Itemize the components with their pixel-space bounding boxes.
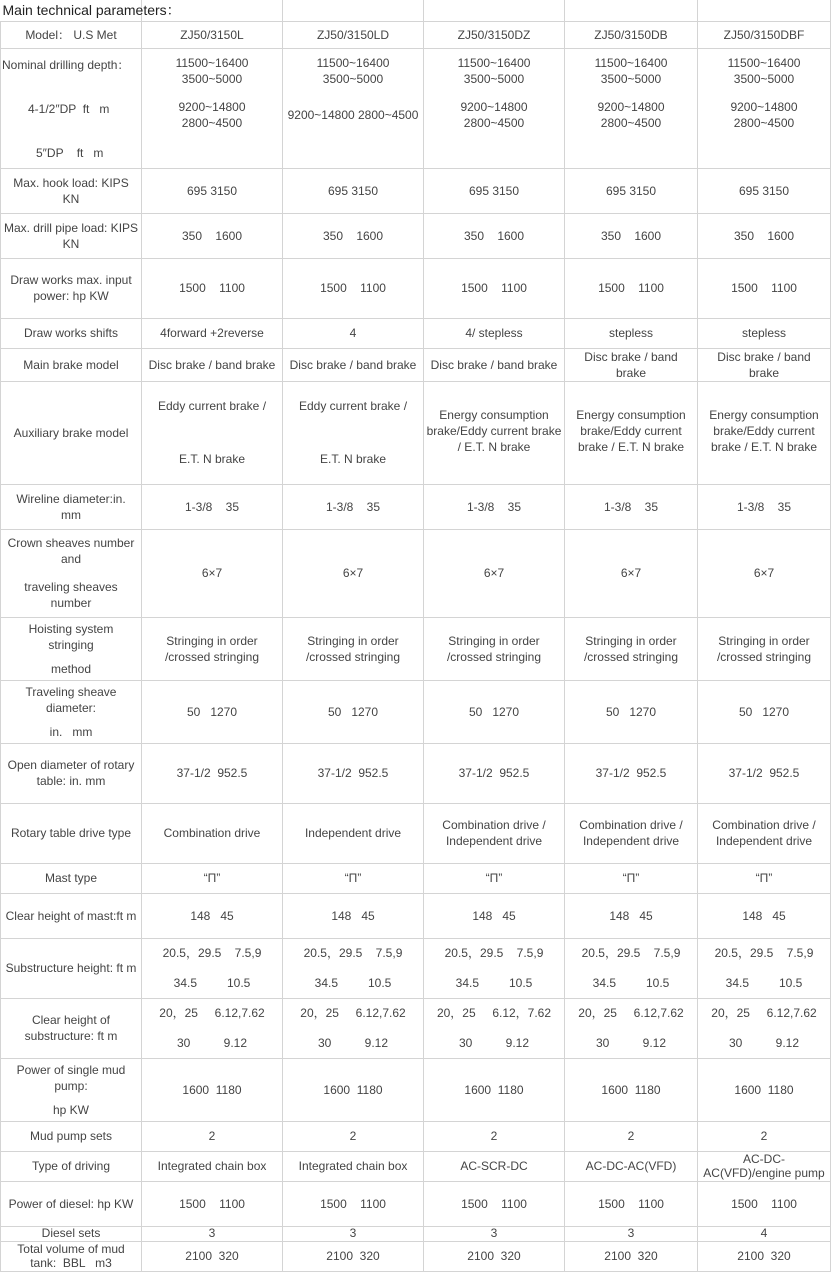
auxiliary-brake-cell: Energy consumption brake/Eddy current brake / E.T. N brake — [698, 381, 831, 484]
substructure-height-cell: 20.5，29.5 7.5,9 34.5 10.5 — [565, 938, 698, 998]
draw-works-shifts-label: Draw works shifts — [1, 318, 142, 348]
mud-pump-sets-cell: 2 — [698, 1121, 831, 1151]
wireline-cell: 1-3/8 35 — [142, 484, 283, 529]
model-name: ZJ50/3150LD — [283, 21, 424, 48]
open-diameter-label: Open diameter of rotary table: in. mm — [1, 743, 142, 803]
draw-works-power-cell: 1500 1100 — [424, 258, 565, 318]
mud-tank-cell: 2100 320 — [424, 1241, 565, 1271]
drill-pipe-load-label: Max. drill pipe load: KIPS KN — [1, 213, 142, 258]
draw-works-shifts-row — [1, 318, 831, 348]
hoisting-cell: Stringing in order /crossed stringing — [142, 617, 283, 680]
draw-works-power-row — [1, 258, 831, 318]
driving-type-row — [1, 1151, 831, 1181]
mud-pump-sets-label: Mud pump sets — [1, 1121, 142, 1151]
main-brake-cell: Disc brake / band brake — [142, 348, 283, 381]
rotary-drive-cell: Combination drive / Independent drive — [565, 803, 698, 863]
mast-type-cell: “Π” — [565, 863, 698, 893]
mast-type-cell: “Π” — [142, 863, 283, 893]
mud-pump-power-cell: 1600 1180 — [698, 1058, 831, 1121]
draw-works-shifts-cell: 4/ stepless — [424, 318, 565, 348]
main-brake-label: Main brake model — [1, 348, 142, 381]
mast-type-cell: “Π” — [424, 863, 565, 893]
model-name: ZJ50/3150L — [142, 21, 283, 48]
diesel-power-cell: 1500 1100 — [283, 1181, 424, 1226]
mud-pump-power-row — [1, 1058, 831, 1121]
substructure-clear-cell: 20，25 6.12,7.62 30 9.12 — [698, 998, 831, 1058]
hook-load-cell: 695 3150 — [698, 168, 831, 213]
sheaves-cell: 6×7 — [142, 529, 283, 617]
hook-load-cell: 695 3150 — [142, 168, 283, 213]
draw-works-shifts-cell: stepless — [698, 318, 831, 348]
draw-works-power-label: Draw works max. input power: hp KW — [1, 258, 142, 318]
substructure-clear-cell: 20，25 6.12,7.62 30 9.12 — [283, 998, 424, 1058]
hook-load-cell: 695 3150 — [424, 168, 565, 213]
drilling-depth-row — [1, 48, 831, 168]
mast-height-cell: 148 45 — [565, 893, 698, 938]
wireline-row — [1, 484, 831, 529]
auxiliary-brake-row — [1, 381, 831, 484]
mast-height-row — [1, 893, 831, 938]
traveling-sheave-row — [1, 680, 831, 743]
open-diameter-cell: 37-1/2 952.5 — [283, 743, 424, 803]
diesel-sets-cell: 3 — [283, 1226, 424, 1241]
mast-type-row — [1, 863, 831, 893]
mast-height-label: Clear height of mast:ft m — [1, 893, 142, 938]
mud-pump-sets-cell: 2 — [283, 1121, 424, 1151]
sheaves-label: Crown sheaves number and traveling sheaves number — [1, 529, 142, 617]
hoisting-cell: Stringing in order /crossed stringing — [424, 617, 565, 680]
open-diameter-cell: 37-1/2 952.5 — [142, 743, 283, 803]
hoisting-label: Hoisting system stringing method — [1, 617, 142, 680]
hook-load-label: Max. hook load: KIPS KN — [1, 168, 142, 213]
mast-type-cell: “Π” — [283, 863, 424, 893]
diesel-sets-row — [1, 1226, 831, 1241]
model-label: Model： U.S Met — [1, 21, 142, 48]
diesel-power-cell: 1500 1100 — [565, 1181, 698, 1226]
draw-works-shifts-cell: 4 — [283, 318, 424, 348]
mast-type-cell: “Π” — [698, 863, 831, 893]
traveling-sheave-cell: 50 1270 — [565, 680, 698, 743]
substructure-height-cell: 20.5，29.5 7.5,9 34.5 10.5 — [142, 938, 283, 998]
diesel-sets-cell: 3 — [424, 1226, 565, 1241]
traveling-sheave-cell: 50 1270 — [142, 680, 283, 743]
auxiliary-brake-label: Auxiliary brake model — [1, 381, 142, 484]
diesel-power-row — [1, 1181, 831, 1226]
mast-height-cell: 148 45 — [698, 893, 831, 938]
draw-works-power-cell: 1500 1100 — [698, 258, 831, 318]
main-brake-cell: Disc brake / band brake — [283, 348, 424, 381]
hook-load-cell: 695 3150 — [283, 168, 424, 213]
wireline-cell: 1-3/8 35 — [565, 484, 698, 529]
heading-row — [1, 0, 831, 21]
draw-works-power-cell: 1500 1100 — [565, 258, 698, 318]
drilling-depth-cell: 11500~16400 3500~5000 9200~14800 2800~4500 — [424, 48, 565, 168]
drilling-depth-label: Nominal drilling depth： 4-1/2″DP ft m 5″DP ft m — [1, 48, 142, 168]
main-brake-cell: Disc brake / band brake — [565, 348, 698, 381]
substructure-clear-label: Clear height of substructure: ft m — [1, 998, 142, 1058]
diesel-power-label: Power of diesel: hp KW — [1, 1181, 142, 1226]
auxiliary-brake-cell: Energy consumption brake/Eddy current brake / E.T. N brake — [424, 381, 565, 484]
model-row — [1, 21, 831, 48]
diesel-sets-cell: 3 — [565, 1226, 698, 1241]
sheaves-row — [1, 529, 831, 617]
hoisting-cell: Stringing in order /crossed stringing — [283, 617, 424, 680]
wireline-label: Wireline diameter:in. mm — [1, 484, 142, 529]
mud-pump-sets-cell: 2 — [142, 1121, 283, 1151]
draw-works-shifts-cell: 4forward +2reverse — [142, 318, 283, 348]
model-name: ZJ50/3150DZ — [424, 21, 565, 48]
draw-works-shifts-cell: stepless — [565, 318, 698, 348]
driving-type-cell: AC-DC- AC(VFD)/engine pump — [698, 1151, 831, 1181]
drill-pipe-load-cell: 350 1600 — [565, 213, 698, 258]
mast-height-cell: 148 45 — [283, 893, 424, 938]
diesel-sets-cell: 3 — [142, 1226, 283, 1241]
diesel-power-cell: 1500 1100 — [142, 1181, 283, 1226]
mud-pump-sets-row — [1, 1121, 831, 1151]
driving-type-cell: Integrated chain box — [142, 1151, 283, 1181]
substructure-clear-row — [1, 998, 831, 1058]
traveling-sheave-label: Traveling sheave diameter: in. mm — [1, 680, 142, 743]
traveling-sheave-cell: 50 1270 — [424, 680, 565, 743]
drilling-depth-cell: 11500~16400 3500~5000 9200~14800 2800~4500 — [565, 48, 698, 168]
drilling-depth-cell: 11500~16400 3500~5000 9200~14800 2800~4500 — [142, 48, 283, 168]
open-diameter-cell: 37-1/2 952.5 — [565, 743, 698, 803]
hoisting-cell: Stringing in order /crossed stringing — [565, 617, 698, 680]
diesel-sets-cell: 4 — [698, 1226, 831, 1241]
rotary-drive-cell: Independent drive — [283, 803, 424, 863]
mud-tank-cell: 2100 320 — [283, 1241, 424, 1271]
hook-load-row — [1, 168, 831, 213]
wireline-cell: 1-3/8 35 — [698, 484, 831, 529]
mud-pump-power-label: Power of single mud pump: hp KW — [1, 1058, 142, 1121]
mud-pump-power-cell: 1600 1180 — [283, 1058, 424, 1121]
open-diameter-cell: 37-1/2 952.5 — [698, 743, 831, 803]
model-name: ZJ50/3150DBF — [698, 21, 831, 48]
mud-tank-cell: 2100 320 — [142, 1241, 283, 1271]
page-title: Main technical parameters： — [1, 0, 142, 21]
sheaves-cell: 6×7 — [283, 529, 424, 617]
diesel-sets-label: Diesel sets — [1, 1226, 142, 1241]
mud-pump-power-cell: 1600 1180 — [424, 1058, 565, 1121]
draw-works-power-cell: 1500 1100 — [142, 258, 283, 318]
rotary-drive-cell: Combination drive — [142, 803, 283, 863]
mud-pump-power-cell: 1600 1180 — [565, 1058, 698, 1121]
hook-load-cell: 695 3150 — [565, 168, 698, 213]
traveling-sheave-cell: 50 1270 — [283, 680, 424, 743]
driving-type-cell: Integrated chain box — [283, 1151, 424, 1181]
rotary-drive-row — [1, 803, 831, 863]
rotary-drive-cell: Combination drive / Independent drive — [698, 803, 831, 863]
hoisting-cell: Stringing in order /crossed stringing — [698, 617, 831, 680]
mud-tank-cell: 2100 320 — [698, 1241, 831, 1271]
wireline-cell: 1-3/8 35 — [424, 484, 565, 529]
mast-height-cell: 148 45 — [142, 893, 283, 938]
substructure-clear-cell: 20，25 6.12，7.62 30 9.12 — [424, 998, 565, 1058]
auxiliary-brake-cell: Energy consumption brake/Eddy current brake / E.T. N brake — [565, 381, 698, 484]
main-brake-cell: Disc brake / band brake — [698, 348, 831, 381]
auxiliary-brake-cell: Eddy current brake / E.T. N brake — [283, 381, 424, 484]
traveling-sheave-cell: 50 1270 — [698, 680, 831, 743]
substructure-clear-cell: 20，25 6.12,7.62 30 9.12 — [565, 998, 698, 1058]
hoisting-row — [1, 617, 831, 680]
mast-type-label: Mast type — [1, 863, 142, 893]
sheaves-cell: 6×7 — [565, 529, 698, 617]
drill-pipe-load-cell: 350 1600 — [698, 213, 831, 258]
mast-height-cell: 148 45 — [424, 893, 565, 938]
rotary-drive-label: Rotary table drive type — [1, 803, 142, 863]
drilling-depth-cell: 11500~16400 3500~5000 9200~14800 2800~4500 — [698, 48, 831, 168]
substructure-height-label: Substructure height: ft m — [1, 938, 142, 998]
substructure-height-cell: 20.5，29.5 7.5,9 34.5 10.5 — [424, 938, 565, 998]
substructure-height-cell: 20.5，29.5 7.5,9 34.5 10.5 — [283, 938, 424, 998]
substructure-height-row — [1, 938, 831, 998]
drill-pipe-load-cell: 350 1600 — [142, 213, 283, 258]
model-name: ZJ50/3150DB — [565, 21, 698, 48]
open-diameter-row — [1, 743, 831, 803]
mud-tank-cell: 2100 320 — [565, 1241, 698, 1271]
auxiliary-brake-cell: Eddy current brake / E.T. N brake — [142, 381, 283, 484]
driving-type-cell: AC-DC-AC(VFD) — [565, 1151, 698, 1181]
mud-pump-sets-cell: 2 — [424, 1121, 565, 1151]
main-brake-row — [1, 348, 831, 381]
diesel-power-cell: 1500 1100 — [424, 1181, 565, 1226]
substructure-clear-cell: 20，25 6.12,7.62 30 9.12 — [142, 998, 283, 1058]
wireline-cell: 1-3/8 35 — [283, 484, 424, 529]
mud-tank-row — [1, 1241, 831, 1271]
driving-type-cell: AC-SCR-DC — [424, 1151, 565, 1181]
mud-pump-sets-cell: 2 — [565, 1121, 698, 1151]
mud-tank-label: Total volume of mud tank: BBL m3 — [1, 1241, 142, 1271]
main-brake-cell: Disc brake / band brake — [424, 348, 565, 381]
drill-pipe-load-cell: 350 1600 — [424, 213, 565, 258]
drill-pipe-load-cell: 350 1600 — [283, 213, 424, 258]
mud-pump-power-cell: 1600 1180 — [142, 1058, 283, 1121]
rotary-drive-cell: Combination drive / Independent drive — [424, 803, 565, 863]
sheaves-cell: 6×7 — [424, 529, 565, 617]
substructure-height-cell: 20.5，29.5 7.5,9 34.5 10.5 — [698, 938, 831, 998]
diesel-power-cell: 1500 1100 — [698, 1181, 831, 1226]
draw-works-power-cell: 1500 1100 — [283, 258, 424, 318]
open-diameter-cell: 37-1/2 952.5 — [424, 743, 565, 803]
drill-pipe-load-row — [1, 213, 831, 258]
sheaves-cell: 6×7 — [698, 529, 831, 617]
driving-type-label: Type of driving — [1, 1151, 142, 1181]
drilling-depth-cell: 11500~16400 3500~5000 9200~14800 2800~4500 — [283, 48, 424, 168]
